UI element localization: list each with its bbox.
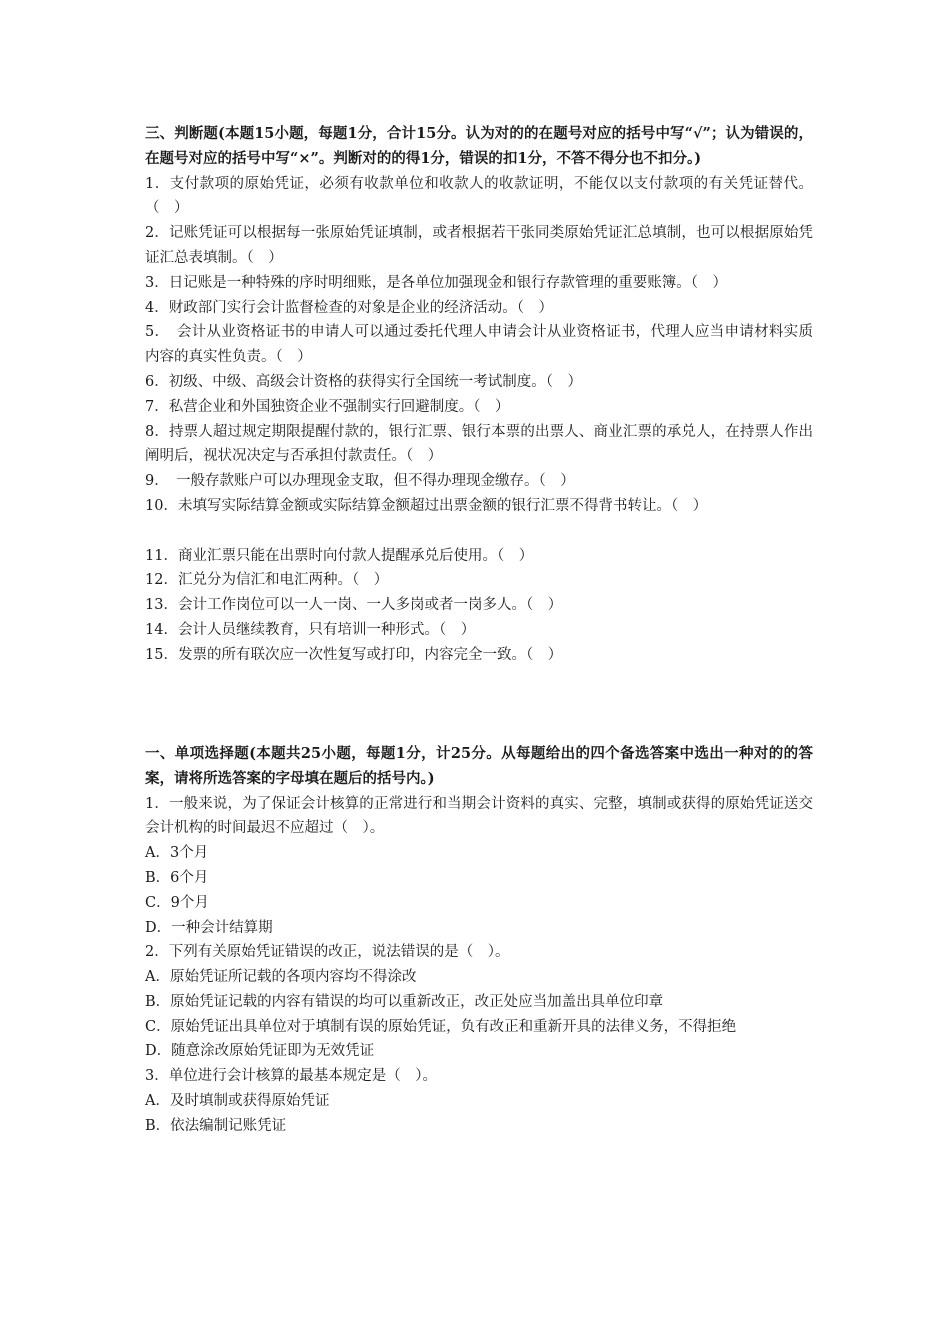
option-line: B．依法编制记账凭证 xyxy=(145,1117,287,1134)
section3-heading: 三、判断题(本题15小题，每题1分，合计15分。认为对的的在题号对应的括号中写“√”；认为错误的，在题号对应的括号中写“×”。判断对的的得1分，错误的扣1分，不答不得分也不扣分。) xyxy=(145,125,813,167)
blank-line xyxy=(145,519,813,544)
option-line: A．3个月 xyxy=(145,845,209,862)
question-item: 11．商业汇票只能在出票时向付款人提醒承兑后使用。（ ） xyxy=(145,547,534,564)
question-item: 6．初级、中级、高级会计资格的获得实行全国统一考试制度。（ ） xyxy=(145,373,582,390)
option-line: A．原始凭证所记载的各项内容均不得涂改 xyxy=(145,969,417,986)
question-item: 12．汇兑分为信汇和电汇两种。（ ） xyxy=(145,572,389,589)
question-line: 1．一般来说，为了保证会计核算的正常进行和当期会计资料的真实、完整，填制或获得的原始凭证送交会计机构的时间最迟不应超过（ ）。 xyxy=(145,795,813,837)
question-item: 3．日记账是一种特殊的序时明细账，是各单位加强现金和银行存款管理的重要账簿。（ ） xyxy=(145,274,727,291)
question-item: 9． 一般存款账户可以办理现金支取，但不得办理现金缴存。（ ） xyxy=(145,473,575,490)
question-item: 15．发票的所有联次应一次性复写或打印，内容完全一致。（ ） xyxy=(145,646,563,663)
option-line: C．原始凭证出具单位对于填制有误的原始凭证，负有改正和重新开具的法律义务，不得拒绝 xyxy=(145,1018,737,1035)
option-line: D．随意涂改原始凭证即为无效凭证 xyxy=(145,1043,375,1060)
question-item: 5． 会计从业资格证书的申请人可以通过委托代理人申请会计从业资格证书，代理人应当申请材料实质内容的真实性负责。（ ） xyxy=(145,324,813,366)
option-line: C．9个月 xyxy=(145,894,209,911)
option-line: B．原始凭证记载的内容有错误的均可以重新改正，改正处应当加盖出具单位印章 xyxy=(145,993,664,1010)
option-line: A．及时填制或获得原始凭证 xyxy=(145,1093,330,1110)
question-item: 14．会计人员继续教育，只有培训一种形式。（ ） xyxy=(145,621,476,638)
question-item: 10．未填写实际结算金额或实际结算金额超过出票金额的银行汇票不得背书转让。（ ） xyxy=(145,497,708,514)
question-item: 2．记账凭证可以根据每一张原始凭证填制，或者根据若干张同类原始凭证汇总填制，也可以根据原始凭证汇总表填制。（ ） xyxy=(145,225,813,266)
section1-heading: 一、单项选择题(本题共25小题，每题1分，计25分。从每题给出的四个备选答案中选出一种对的的答案，请将所选答案的字母填在题后的括号内。) xyxy=(145,744,813,787)
question-line: 3．单位进行会计核算的最基本规定是（ ）。 xyxy=(145,1068,437,1085)
option-line: D．一种会计结算期 xyxy=(145,919,273,936)
question-item: 4．财政部门实行会计监督检查的对象是企业的经济活动。（ ） xyxy=(145,299,553,316)
question-item: 8．持票人超过规定期限提醒付款的，银行汇票、银行本票的出票人、商业汇票的承兑人，在持票人作出阐明后，视状况决定与否承担付款责任。（ ） xyxy=(145,423,813,465)
section-spacer xyxy=(145,668,813,742)
document-page xyxy=(145,122,813,1139)
option-line: B．6个月 xyxy=(145,869,209,886)
question-item: 1．支付款项的原始凭证，必须有收款单位和收款人的收款证明，不能仅以支付款项的有关凭证替代。（ ） xyxy=(145,175,813,217)
question-line: 2．下列有关原始凭证错误的改正，说法错误的是（ ）。 xyxy=(145,944,510,961)
question-item: 7．私营企业和外国独资企业不强制实行回避制度。（ ） xyxy=(145,398,510,415)
question-item: 13．会计工作岗位可以一人一岗、一人多岗或者一岗多人。（ ） xyxy=(145,597,563,614)
